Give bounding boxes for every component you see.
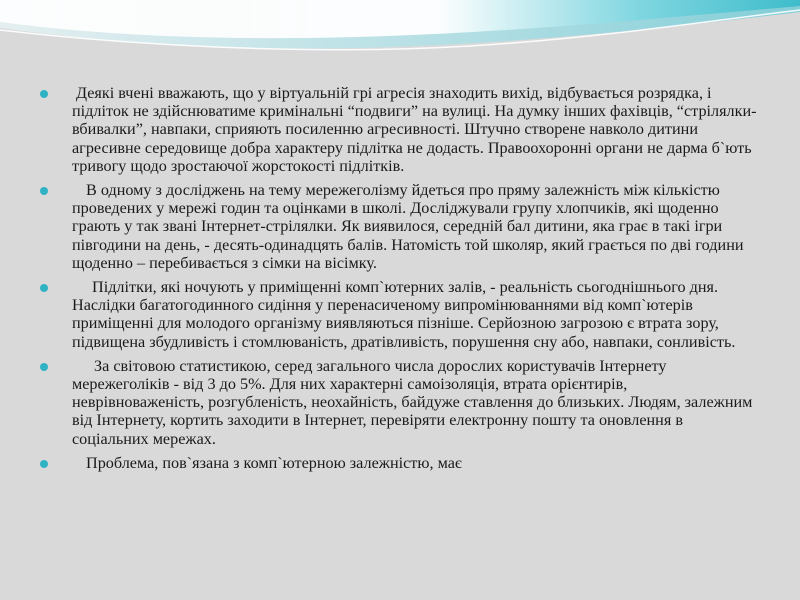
paragraph-3	[40, 278, 762, 351]
paragraph-1-text: Деякі вчені вважають, що у віртуальній грі агресія знаходить вихід, відбувається розрядка, і підліток не здійснюватиме кримінальні “подвиги” на вулиці. На думку інших фахівців, “стрілялки-вбивалки”, навпаки, сприяють посиленню агресивності. Штучно створене навколо дитини агресивне середовище добра характеру підлітка не додасть. Правоохоронні органи не дарма б`ють тривогу щодо зростаючої жорстокості підлітків.	[72, 84, 757, 175]
bullet-icon	[40, 363, 48, 371]
bullet-icon	[40, 187, 48, 195]
paragraph-1	[40, 84, 762, 175]
paragraph-5	[40, 454, 762, 472]
paragraph-4-text: За світовою статистикою, серед загального числа дорослих користувачів Інтернету мережеголіків - від 3 до 5%. Для них характерні самоізоляція, втрата орієнтирів, неврівноваженість, розгубленість, неохайність, байдуже ставлення до близьких. Людям, залежним від Інтернету, кортить заходити в Інтернет, перевіряти електронну пошту та оновлення в соціальних мережах.	[72, 356, 753, 448]
bullet-icon	[40, 90, 48, 98]
text-content	[40, 84, 762, 478]
paragraph-5-text: Проблема, пов`язана з комп`ютерною залежністю, має	[86, 453, 462, 472]
paragraph-2	[40, 181, 762, 272]
paragraph-3-text: Підлітки, які ночують у приміщенні комп`ютерних залів, - реальність сьогоднішнього дня. Наслідки багатогодинного сидіння у перенасиченому випромінюваннями від комп`ютерів приміщенні для молодого організму виявляються пізніше. Серйозною загрозою є втрата зору, підвищена збудливість і стомлюваність, дратівливість, порушення сну або, навпаки, сонливість.	[72, 278, 736, 351]
top-wave-decoration	[0, 0, 800, 70]
paragraph-2-text: В одному з досліджень на тему мережеголізму йдеться про пряму залежність між кількістю проведених у мережі годин та оцінками в школі. Досліджували групу хлопчиків, які щоденно грають у так звані Інтернет-стрілялки. Як виявилося, середній бал дитини, яка грає в такі ігри півгодини на день, - десять-одинадцять балів. Натомість той школяр, який грається по дві години щоденно – перебивається з сімки на вісімку.	[72, 181, 744, 272]
paragraph-4	[40, 357, 762, 448]
bullet-icon	[40, 460, 48, 468]
bullet-icon	[40, 284, 48, 292]
